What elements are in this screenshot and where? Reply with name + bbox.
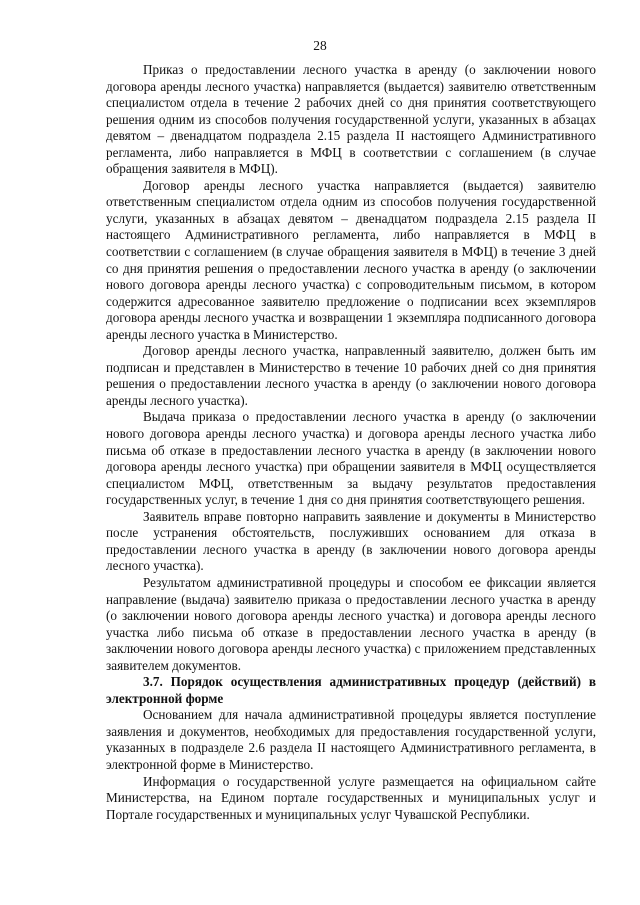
- paragraph-procedure-result: Результатом административной процедуры и способом ее фиксации является направление (выдача) заявителю приказа о предоставлении лесного участка в аренду (о заключении нового договора аренды лесного участка) и договора аренды лесного участка либо письма об отказе в предоставлении лесного участка в аренду (в заключении нового договора аренды лесного участка) с приложением представленных заявителем документов.: [106, 574, 596, 673]
- section-heading: 3.7. Порядок осуществления административных процедур (действий) в электронной форме: [106, 674, 596, 706]
- paragraph-service-information: Информация о государственной услуге размещается на официальном сайте Министерства, на Едином портале государственных и муниципальных услуг и Портале государственных и муниципальных услуг Чувашской Республики.: [106, 773, 596, 822]
- paragraph-order-delivery: Приказ о предоставлении лесного участка в аренду (о заключении нового договора аренды лесного участка) направляется (выдается) заявителю ответственным специалистом отдела в течение 2 рабочих дней со дня принятия соответствующего решения одним из способов получения государственной услуги, указанных в абзацах девятом – двенадцатом подраздела 2.15 раздела II настоящего Административного регламента, либо направляется в МФЦ в соответствии с соглашением (в случае обращения заявителя в МФЦ).: [106, 62, 596, 177]
- paragraph-reapplication: Заявитель вправе повторно направить заявление и документы в Министерство после устранения обстоятельств, послуживших основанием для отказа в предоставлении лесного участка в аренду (в заключении нового договора аренды лесного участка).: [106, 508, 596, 574]
- paragraph-contract-signing: Договор аренды лесного участка, направленный заявителю, должен быть им подписан и представлен в Министерство в течение 10 рабочих дней со дня принятия решения о предоставлении лесного участка в аренду (о заключении нового договора аренды лесного участка).: [106, 343, 596, 408]
- paragraph-mfc-issuance: Выдача приказа о предоставлении лесного участка в аренду (о заключении нового договора аренды лесного участка) и договора аренды лесного участка либо письма об отказе в предоставлении лесного участка в аренду (в заключении нового договора аренды лесного участка) при обращении заявителя в МФЦ осуществляется специалистом МФЦ, ответственным за выдачу результатов предоставления государственных услуг, в течение 1 дня со дня принятия соответствующего решения.: [106, 409, 596, 508]
- page-number: 28: [313, 38, 327, 53]
- paragraph-lease-contract-delivery: Договор аренды лесного участка направляется (выдается) заявителю ответственным специалистом отдела одним из способов получения государственной услуги, указанных в абзацах девятом – двенадцатом подраздела 2.15 раздела II настоящего Административного регламента, либо направляется в МФЦ в соответствии с соглашением (в случае обращения заявителя в МФЦ) в течение 3 дней со дня принятия решения о предоставлении лесного участка в аренду (о заключении нового договора аренды лесного участка) с сопроводительным письмом, в котором содержится адресованное заявителю предложение о подписании всех экземпляров договора аренды лесного участка и возвращении 1 экземпляра подписанного договора аренды лесного участка в Министерство.: [106, 177, 596, 342]
- document-body: [106, 62, 596, 823]
- paragraph-electronic-basis: Основанием для начала административной процедуры является поступление заявления и документов, необходимых для предоставления государственной услуги, указанных в подразделе 2.6 раздела II настоящего Административного регламента, в электронной форме в Министерство.: [106, 707, 596, 772]
